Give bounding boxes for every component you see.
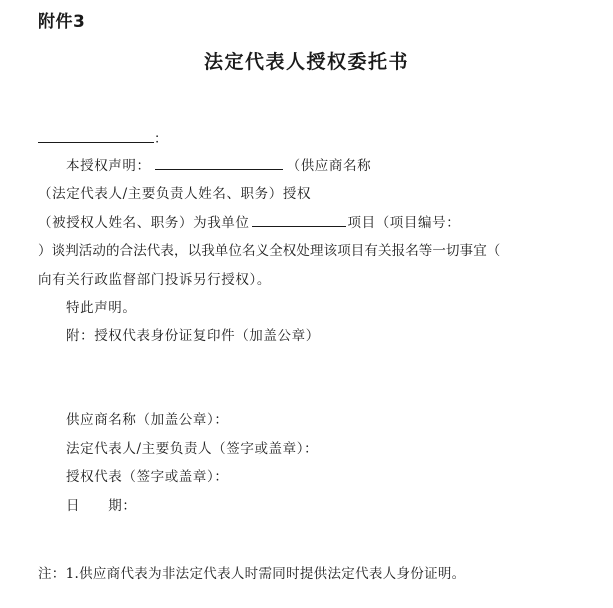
- page-title: 法定代表人授权委托书: [203, 51, 409, 73]
- footnote: 注：1.供应商代表为非法定代表人时需同时提供法定代表人身份证明。: [38, 566, 466, 582]
- authorized-person-prefix: （被授权人姓名、职务）为我单位: [38, 215, 250, 231]
- declaration-prefix: 本授权声明：: [66, 158, 151, 174]
- salutation-colon: ：: [154, 131, 169, 147]
- salutation-line: [38, 130, 168, 147]
- signature-legal-rep: 法定代表人/主要负责人（签字或盖章）：: [66, 441, 319, 457]
- body-line-6: 特此声明。: [66, 300, 137, 316]
- body-line-1: [66, 157, 371, 174]
- body-line-4: ）谈判活动的合法代表，以我单位名义全权处理该项目有关报名等一切事宜（: [38, 243, 501, 259]
- supplier-name-hint: （供应商名称: [286, 158, 372, 174]
- attachment-label: 附件3: [38, 12, 86, 32]
- attachment-note: 附：授权代表身份证复印件（加盖公章）: [66, 328, 320, 344]
- signature-supplier: 供应商名称（加盖公章）：: [66, 412, 229, 428]
- body-line-2: （法定代表人/主要负责人姓名、职务）授权: [38, 186, 312, 202]
- supplier-name-blank: [155, 157, 283, 170]
- signature-date: 日 期：: [66, 498, 137, 514]
- signature-authorized-rep: 授权代表（签字或盖章）：: [66, 469, 229, 485]
- project-name-blank: [252, 214, 346, 227]
- body-line-5: 向有关行政监督部门投诉另行授权）。: [38, 272, 271, 288]
- addressee-blank: [38, 130, 154, 143]
- body-line-3: [38, 214, 460, 231]
- project-number-hint: 项目（项目编号：: [347, 215, 461, 231]
